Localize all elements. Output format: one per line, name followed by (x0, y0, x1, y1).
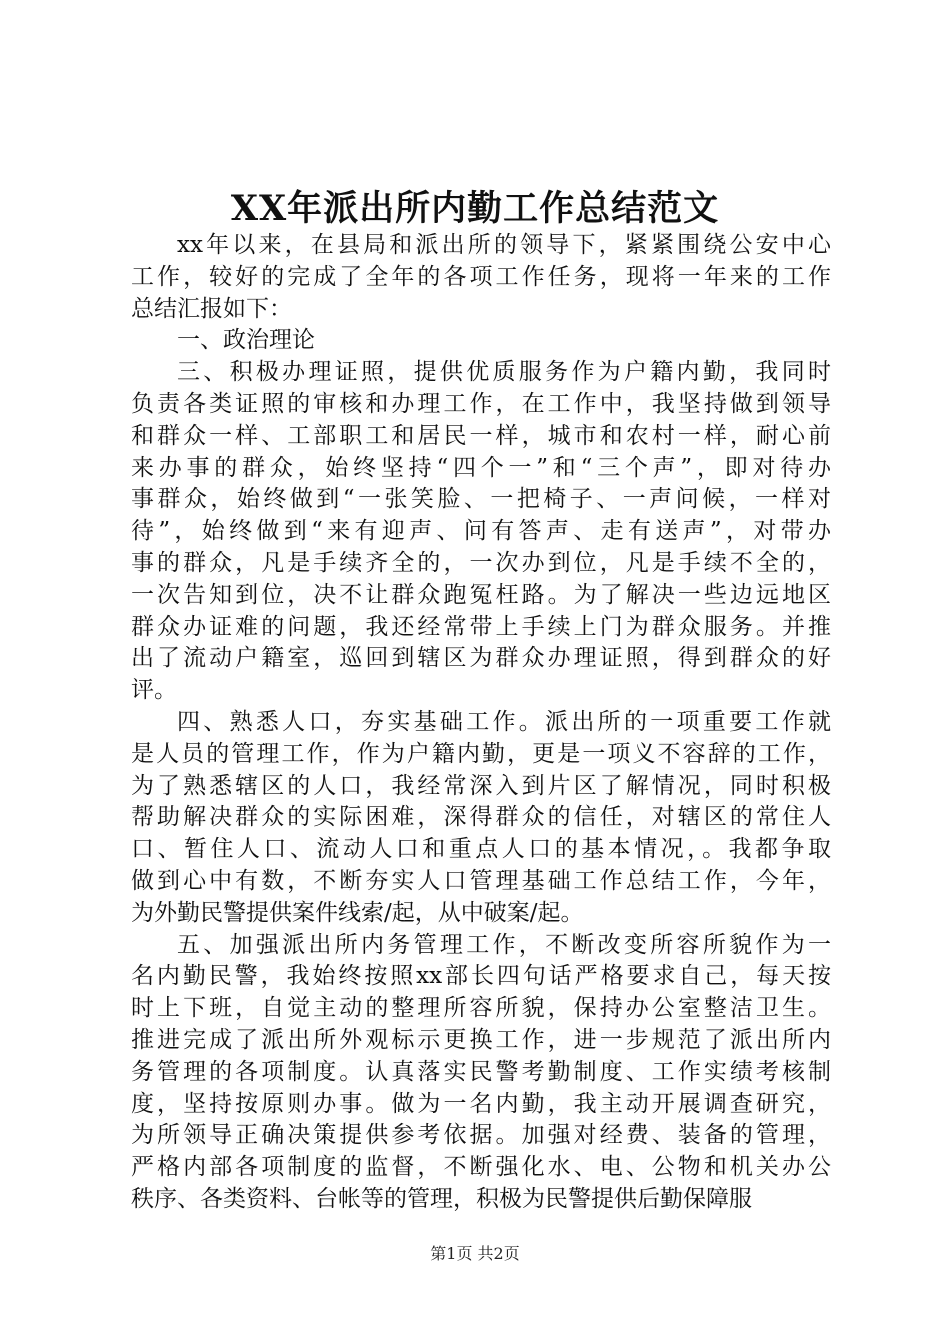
paragraph-line: 时上下班，自觉主动的整理所容所貌，保持办公室整洁卫生。 (131, 995, 831, 1022)
paragraph-line: 秩序、各类资料、台帐等的管理，积极为民警提供后勤保障服 (131, 1185, 752, 1212)
paragraph-line: 口、暂住人口、流动人口和重点人口的基本情况，。我都争取 (131, 836, 831, 863)
paragraph-line: 做到心中有数，不断夯实人口管理基础工作总结工作，今年， (131, 867, 831, 894)
document-body (131, 230, 831, 1216)
paragraph-line: 三、积极办理证照，提供优质服务作为户籍内勤，我同时 (177, 359, 831, 386)
paragraph-line: 为所领导正确决策提供参考依据。加强对经费、装备的管理， (131, 1122, 831, 1149)
paragraph-line: 群众办证难的问题，我还经常带上手续上门为群众服务。并推 (131, 613, 831, 640)
paragraph-line: 四、熟悉人口，夯实基础工作。派出所的一项重要工作就 (177, 708, 831, 735)
paragraph-line: 严格内部各项制度的监督，不断强化水、电、公物和机关办公 (131, 1154, 831, 1181)
paragraph-line: 待”，始终做到“来有迎声、问有答声、走有送声”，对带办 (131, 518, 831, 545)
paragraph-line: 为了熟悉辖区的人口，我经常深入到片区了解情况，同时积极 (131, 772, 831, 799)
paragraph-line: 为外勤民警提供案件线索/起，从中破案/起。 (131, 899, 584, 926)
paragraph-line: 一、政治理论 (177, 327, 315, 354)
paragraph-line: 事群众，始终做到“一张笑脸、一把椅子、一声问候，一样对 (131, 486, 831, 513)
paragraph (131, 357, 831, 707)
paragraph-line: 帮助解决群众的实际困难，深得群众的信任，对辖区的常住人 (131, 804, 831, 831)
paragraph-line: 出了流动户籍室，巡回到辖区为群众办理证照，得到群众的好 (131, 645, 831, 672)
paragraph-line: 度，坚持按原则办事。做为一名内勤，我主动开展调查研究， (131, 1090, 831, 1117)
paragraph (131, 930, 831, 1216)
page-footer: 第1页 共2页 (430, 1244, 520, 1263)
paragraph (131, 325, 831, 357)
paragraph-line: 评。 (131, 677, 177, 704)
paragraph-line: 来办事的群众，始终坚持“四个一”和“三个声”，即对待办 (131, 454, 831, 481)
paragraph-line: 工作，较好的完成了全年的各项工作任务，现将一年来的工作 (131, 263, 831, 290)
document-title: XX年派出所内勤工作总结范文 (230, 188, 720, 229)
paragraph-line: xx年以来，在县局和派出所的领导下，紧紧围绕公安中心 (177, 232, 831, 258)
paragraph-line: 是人员的管理工作，作为户籍内勤，更是一项义不容辞的工作， (131, 740, 831, 767)
paragraph-line: 五、加强派出所内务管理工作，不断改变所容所貌作为一 (177, 931, 831, 958)
paragraph-line: 事的群众，凡是手续齐全的，一次办到位，凡是手续不全的， (131, 549, 831, 576)
paragraph-line: 务管理的各项制度。认真落实民警考勤制度、工作实绩考核制 (131, 1058, 831, 1085)
paragraph-line: 负责各类证照的审核和办理工作，在工作中，我坚持做到领导 (131, 390, 831, 417)
paragraph-line: 总结汇报如下： (131, 295, 292, 322)
paragraph-line: 一次告知到位，决不让群众跑冤枉路。为了解决一些边远地区 (131, 581, 831, 608)
paragraph (131, 707, 831, 930)
paragraph (131, 230, 831, 325)
paragraph-line: 名内勤民警，我始终按照xx部长四句话严格要求自己，每天按 (131, 963, 831, 990)
paragraph-line: 和群众一样、工部职工和居民一样，城市和农村一样，耐心前 (131, 422, 831, 449)
paragraph-line: 推进完成了派出所外观标示更换工作，进一步规范了派出所内 (131, 1026, 831, 1053)
